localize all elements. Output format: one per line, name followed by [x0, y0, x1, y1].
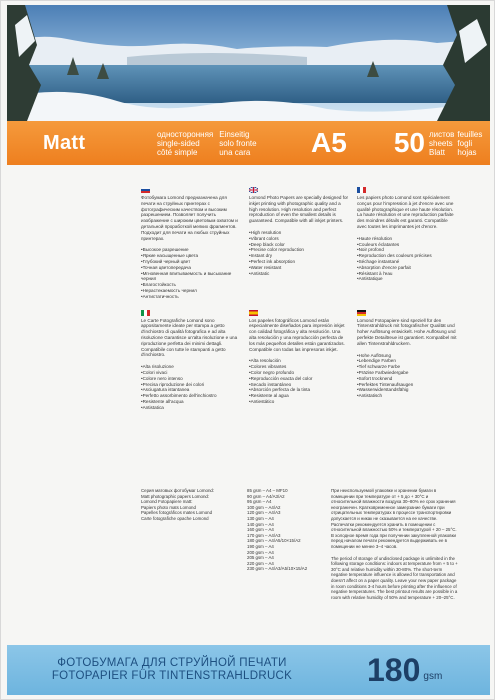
title-de: FOTOPAPIER FÜR TINTENSTRAHLDRUCK — [51, 670, 293, 682]
unit-label: feuilles — [457, 129, 483, 139]
bottom-band — [7, 645, 490, 695]
density-item: 120 gsm – A4/A3 — [247, 510, 281, 516]
de-intro: Lomond Fotopapiere sind speziell für den Tintenstrahldruck mit fotografischer Qualität und hoher Auflösung entwickelt. Hohe Auflösung und perfekte Detailtreue ist garantiert. Kompatibel mit allen Tintenstrahldruckern. — [357, 317, 457, 346]
feature-item: • Couleurs éclatantes — [357, 242, 457, 248]
storage-en: The period of storage of undisclosed package is unlimited in the following storage conditions: indoors at temperature from + 5 to + 30°C and relative humidity within 30-80%. The short-term negative temperature influence is allowed for transportation and doesn't affect on a paper quality. Leave your new paper package in room conditions 3-4 hours before printing after the influence of negative temperatures. The best printout results are possible in a room with relative humidity of 50% and temperature + 20–25°C. — [331, 555, 458, 600]
density-list — [247, 488, 325, 606]
series-name: Lomond Fotopapiere matt: — [141, 499, 193, 505]
language-grid — [141, 187, 457, 411]
title-ru: ФОТОБУМАГА ДЛЯ СТРУЙНОЙ ПЕЧАТИ — [57, 657, 287, 669]
unit-label: sheets — [429, 138, 453, 148]
feature-item: • Präzise Farbwiedergabe — [357, 370, 457, 376]
en-features — [249, 230, 349, 276]
it-intro: Le Carte Fotografiche Lomond sono appositamente ideate per stampa a getto d'inchiostro di qualità fotografica e ad alta risoluzione Garantisce un'alta risoluzione e una riproduzione perfetta dei minimi dettagli. Compatibile con tutte le stampanti a getto d'inchiostro. — [141, 317, 238, 358]
series-name: Papelles fotográficos mates Lomond — [141, 510, 213, 516]
side-label: una cara — [219, 147, 251, 157]
uk-flag-icon — [249, 187, 258, 193]
density-item: 95 gsm – A4 — [247, 499, 272, 505]
feature-item: • Deep black color — [249, 242, 349, 248]
block-es — [249, 310, 349, 411]
feature-item: • Antiestático — [249, 399, 349, 405]
side-label: односторонняя — [157, 129, 214, 139]
density-item: 205 gsm – A4 — [247, 555, 274, 561]
feature-item: • Precisa riproduzione dei colori — [141, 382, 241, 388]
block-de — [357, 310, 457, 411]
feature-item: • Высокое разрешение — [141, 247, 241, 253]
side-label: Einseitig — [219, 129, 250, 139]
feature-item: • Sofort trocknend — [357, 376, 457, 382]
paper-type: Matt — [43, 131, 86, 154]
gsm-value: 180 — [367, 651, 421, 688]
unit-info — [429, 130, 482, 157]
feature-item: • Wasserwiderstandsfähig — [357, 387, 457, 393]
gsm-unit: gsm — [423, 670, 443, 682]
feature-item: • Alta resolución — [249, 358, 349, 364]
feature-item: • Resistente all'acqua — [141, 399, 241, 405]
series-name: Carte fotografiche opache Lomond — [141, 515, 209, 521]
density-item: 200 gsm – A4 — [247, 549, 274, 555]
feature-item: • Глубокий черный цвет — [141, 259, 241, 265]
germany-flag-icon — [357, 310, 366, 316]
feature-item: • Colori vivaci — [141, 370, 241, 376]
series-name: Papiers photo mats Lomond — [141, 504, 196, 510]
feature-item: • Color negro profundo — [249, 370, 349, 376]
feature-item: • Asciugatura istantanea — [141, 387, 241, 393]
density-item: 180 gsm – A4/A5/10×15/A2 — [247, 538, 301, 544]
series-name: Серия матовых фотобумаг Lomond: — [141, 488, 215, 493]
side-label: single-sided — [157, 138, 200, 148]
fr-intro: Les papiers photo Lomond sont spécialement conçus pour l'impression à jet d'encre avec une qualité photographique et une haute résolution. La haute résolution et une reproduction parfaite des moindres détails est garanti. Compatible avec toutes les imprimantes jet d'encre. — [357, 195, 454, 229]
unit-label: fogli — [457, 138, 473, 148]
feature-item: • Alta risoluzione — [141, 364, 241, 370]
unit-label: листов — [429, 129, 455, 139]
series-names — [141, 488, 241, 606]
feature-item: • Absorción perfecta de la tinta — [249, 387, 349, 393]
es-intro: Los papeles fotográficos Lomond están especialmente diseñados para impresión inkjet con calidad fotográfica y alta resolución. Una alta resolución y una reproducción perfecta de los más pequeños detalles están garantizados. Compatible con todas las impresoras inkjet. — [249, 317, 345, 352]
feature-item: • Lebendige Farben — [357, 358, 457, 364]
feature-item: • Reproduction des couleurs précises — [357, 253, 457, 259]
feature-item: • Antistatic — [249, 271, 349, 277]
feature-item: • Resistente al agua — [249, 393, 349, 399]
series-name: Matt photographic papers Lomond: — [141, 493, 210, 499]
feature-item: • Нерастекаемость чернил — [141, 288, 241, 294]
feature-item: • Яркие насыщенные цвета — [141, 253, 241, 259]
storage-ru: При неиспользуемой упаковке и хранении бумаги в помещении при температуре от + 5 до + 30°C и относительной влажности воздуха 30–80% ее срок хранения неограничен. Кратковременное замерзание бумаги при отрицательных температурах в процессе транспортировки допускается и никак не сказывается на ее качестве. Распечатки рекомендуется хранить в помещении с относительной влажностью 50% и температурой + 20 – 25°C. В холодное время года при получении закупленной упаковки перед началом печати рекомендуется выдерживать ее в помещении не менее 3–4 часов. — [331, 488, 457, 549]
feature-item: • Tief schwarze Farbe — [357, 364, 457, 370]
feature-item: • Séchage instantané — [357, 259, 457, 265]
unit-label: hojas — [457, 147, 477, 157]
side-label: côté simple — [157, 147, 198, 157]
product-band — [7, 121, 490, 165]
density-item: 85 gsm – A4 – MF10 — [247, 488, 288, 493]
feature-item: • Colore nero intenso — [141, 376, 241, 382]
lower-section — [141, 488, 461, 606]
block-en — [249, 187, 349, 300]
density-item: 230 gsm – A4/A3/A5/10×15/A2 — [247, 566, 308, 572]
feature-item: • Résistant à l'eau — [357, 271, 457, 277]
density-item: 130 gsm – A4 — [247, 515, 274, 521]
density-item: 160 gsm – A4 — [247, 527, 274, 533]
density-item: 220 gsm – A4 — [247, 560, 274, 566]
paper-size: A5 — [311, 127, 347, 158]
feature-item: • Noir profond — [357, 247, 457, 253]
side-label: solo fronte — [219, 138, 257, 148]
feature-item: • Instant dry — [249, 253, 349, 259]
france-flag-icon — [357, 187, 366, 193]
italy-flag-icon — [141, 310, 150, 316]
ru-features — [141, 247, 241, 299]
russia-flag-icon — [141, 187, 150, 193]
block-it — [141, 310, 241, 411]
feature-item: • Perfect ink absorption — [249, 259, 349, 265]
feature-item: • Secado instantáneo — [249, 382, 349, 388]
product-titles — [7, 657, 337, 683]
en-intro: Lomond Photo Papers are specially designed for inkjet printing with photographic quality and a high resolution. High resolution and perfect reproduction of even the smallest details is guaranteed. Compatible with all inkjet printers. — [249, 195, 349, 224]
block-ru — [141, 187, 241, 300]
density-item: 90 gsm – A4/A3/A2 — [247, 493, 285, 499]
feature-item: • Точная цветопередача — [141, 265, 241, 271]
feature-item: • Perfektes Tintenaufsaugen — [357, 382, 457, 388]
feature-item: • Antistatica — [141, 405, 241, 411]
feature-item: • Vibrant colors — [249, 236, 349, 242]
feature-item: • Water resistant — [249, 265, 349, 271]
unit-label: Blatt — [429, 147, 446, 157]
block-fr — [357, 187, 457, 300]
side-info — [157, 130, 307, 157]
ru-intro: Фотобумага Lomond предназначена для печати на струйных принтерах с фотографическим качеством и высоким разрешением. Позволяет получить изображение с широким цветовым охватом и детальной проработкой мелких фрагментов. Подходит для печати на любых струйных принтерах. — [141, 195, 238, 241]
winter-lake-photo — [7, 5, 490, 121]
feature-item: • Perfetto assorbimento dell'inchiostro — [141, 393, 241, 399]
fr-features — [357, 236, 457, 282]
feature-item: • Haute résolution — [357, 236, 457, 242]
storage-info — [331, 488, 459, 606]
feature-item: • Влагостойкость — [141, 282, 241, 288]
density-item: 190 gsm – A4 — [247, 543, 274, 549]
feature-item: • Precise color reproduction — [249, 247, 349, 253]
feature-item: • Absorption d'encre parfait — [357, 265, 457, 271]
feature-item: • Антистатичность — [141, 294, 241, 300]
feature-item: • Мгновенная впитываемость и высыхание чернил — [141, 271, 241, 283]
density-item: 100 gsm – A4/A2 — [247, 504, 281, 510]
density-item: 170 gsm – A4/A3 — [247, 532, 281, 538]
feature-item: • Hohe Auflösung — [357, 353, 457, 359]
feature-item: • High resolution — [249, 230, 349, 236]
feature-item: • Antistatique — [357, 276, 457, 282]
density-item: 140 gsm – A4 — [247, 521, 274, 527]
es-features — [249, 358, 349, 404]
spain-flag-icon — [249, 310, 258, 316]
it-features — [141, 364, 241, 410]
feature-item: • Reproducción exacta del color — [249, 376, 349, 382]
de-features — [357, 353, 457, 399]
feature-item: • Colores vibrantes — [249, 364, 349, 370]
sheet-count: 50 — [393, 127, 425, 158]
feature-item: • Antistatisch — [357, 393, 457, 399]
